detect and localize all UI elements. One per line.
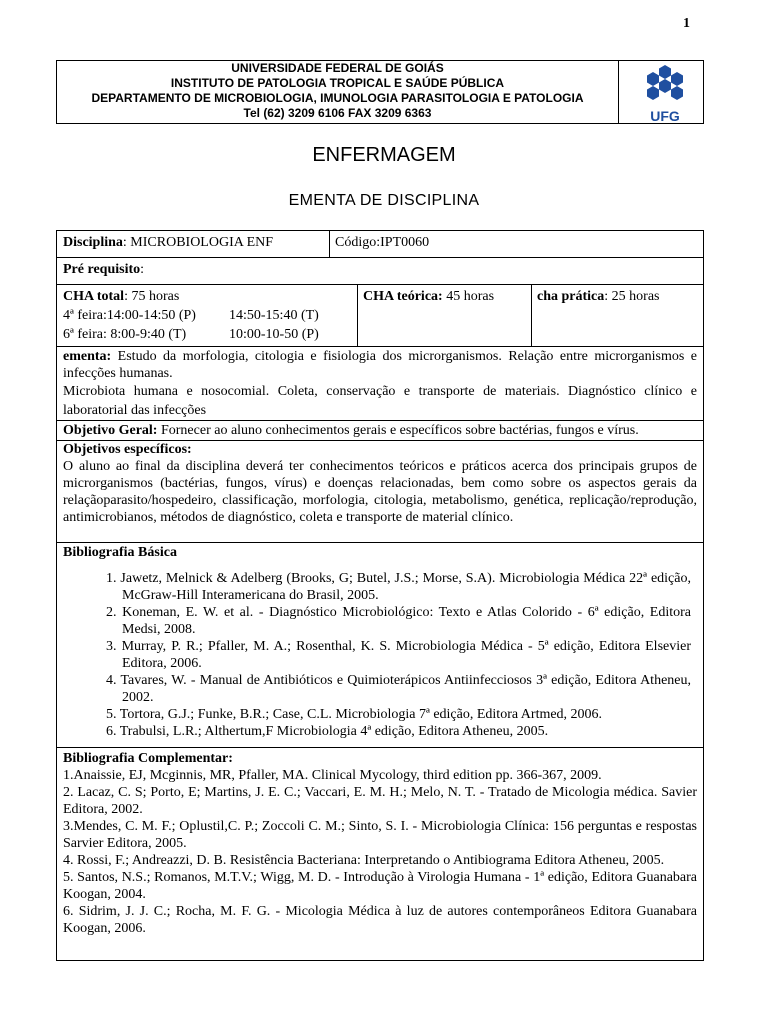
discipline-cell [57,231,329,254]
list-item: 1. Jawetz, Melnick & Adelberg (Brooks, G; Butel, J.S.; Morse, S.A). Microbiologia Médica 22ª edição, McGraw-Hill Interamericana do Brasil, 2005. [106,571,691,603]
cha-total-value: : 75 horas [124,289,180,304]
basic-bibliography-list [63,570,697,740]
basic-bibliography-label: Bibliografia Básica [63,545,177,560]
list-item: 2. Lacaz, C. S; Porto, E; Martins, J. E. C.; Vaccari, E. M. H.; Melo, N. T. - Tratado de Micologia médica. Savier Editora, 2002. [63,785,697,817]
complementary-bibliography-cell [57,748,703,939]
page-title: ENFERMAGEM [312,144,456,166]
specific-objectives-cell [57,441,703,526]
list-item: 4. Tavares, W. - Manual de Antibióticos e Quimioterápicos Antiinfecciosos 3ª edição, Editora Atheneu, 2002. [106,673,691,705]
ufg-logo-text: UFG [650,108,680,123]
list-item: 5. Tortora, G.J.; Funke, B.R.; Case, C.L. Microbiologia 7ª edição, Editora Artmed, 2006. [106,707,603,722]
code-label: Código [335,235,377,250]
specific-objectives-text: O aluno ao final da disciplina deverá ter conhecimentos teóricos e práticos acerca dos principais grupos de microrganismos (bactérias, fungos, vírus) e doenças relacionadas, bem como sobre os aspectos gerais da relaçãoparasito/hospedeiro, classificação, morfologia, citologia, metabolismo, genética, replicação/reprodução, antimicrobianos, métodos de diagnóstico, coleta e transporte de material clínico. [63,459,697,525]
specific-objectives-label: Objetivos específicos: [63,442,192,457]
ementa-label: ementa: [63,349,112,364]
general-objective-cell [57,421,703,440]
prerequisite-value: : [140,262,145,277]
general-objective-text: Fornecer ao aluno conhecimentos gerais e específicos sobre bactérias, fungos e vírus. [157,423,639,438]
code-value: :IPT0060 [376,235,430,250]
document-subtitle: EMENTA DE DISCIPLINA [288,192,480,209]
cha-total-cell [57,285,357,347]
institution-header [56,60,704,124]
cha-teorica-cell [357,285,531,309]
list-item: 5. Santos, N.S.; Romanos, M.T.V.; Wigg, M. D. - Introdução à Virologia Humana - 1ª edição, Editora Guanabara Koogan, 2004. [63,870,697,902]
schedule-2-time2: 10:00-10-50 (P) [229,327,319,342]
cha-teorica-label: CHA teórica: [363,289,443,304]
ementa-row [56,346,704,420]
discipline-label: Disciplina [63,235,123,250]
complementary-bibliography-label: Bibliografia Complementar: [63,751,233,766]
basic-bibliography-row [56,542,704,747]
schedule-1-time2: 14:50-15:40 (T) [229,308,319,323]
list-item: 1.Anaissie, EJ, Mcginnis, MR, Pfaller, MA. Clinical Mycology, third edition pp. 366-367, 2009. [63,768,602,783]
list-item: 3. Murray, P. R.; Pfaller, M. A.; Rosenthal, K. S. Microbiologia Médica - 5ª edição, Editora Elsevier Editora, 2006. [106,639,691,671]
schedule-2-day: 6ª feira: 8:00-9:40 (T) [63,327,187,342]
ufg-logo-icon [633,63,697,123]
list-item: 6. Sidrim, J. J. C.; Rocha, M. F. G. - Micologia Médica à luz de autores contemporâneos Editora Guanabara Koogan, 2006. [63,904,697,936]
prerequisite-label: Pré requisito [63,262,141,277]
cha-total-label: CHA total [63,289,125,304]
code-cell [329,231,703,254]
specific-objectives-row [56,440,704,542]
cha-pratica-cell [531,285,703,309]
header-text [57,61,619,123]
basic-bibliography-cell [57,543,703,741]
institute-name: INSTITUTO DE PATOLOGIA TROPICAL E SAÚDE PÚBLICA [170,76,505,90]
list-item: 4. Rossi, F.; Andreazzi, D. B. Resistência Bacteriana: Interpretando o Antibiograma Editora Atheneu, 2005. [63,853,665,868]
cha-pratica-value: : 25 horas [604,289,660,304]
prerequisite-cell [57,258,150,281]
schedule-1-day: 4ª feira:14:00-14:50 (P) [63,308,196,323]
workload-row [56,284,704,346]
list-item: 2. Koneman, E. W. et al. - Diagnóstico Microbiológico: Texto e Atlas Colorido - 6ª edição, Editora Medsi, 2008. [106,605,691,637]
ufg-logo [633,63,697,123]
general-objective-row [56,420,704,440]
discipline-value: : MICROBIOLOGIA ENF [122,235,274,250]
contact-line: Tel (62) 3209 6106 FAX 3209 6363 [243,106,432,120]
university-name: UNIVERSIDADE FEDERAL DE GOIÁS [231,61,444,75]
cha-teorica-value: 45 horas [442,289,495,304]
department-name: DEPARTAMENTO DE MICROBIOLOGIA, IMUNOLOGIA PARASITOLOGIA E PATOLOGIA [91,91,584,105]
page-number: 1 [683,16,690,31]
list-item: 6. Trabulsi, L.R.; Althertum,F Microbiologia 4ª edição, Editora Atheneu, 2005. [106,724,549,739]
general-objective-label: Objetivo Geral: [63,423,158,438]
discipline-row [56,230,704,257]
ementa-text-2: Microbiota humana e nosocomial. Coleta, conservação e transporte de materiais. Diagnóstico clínico e laboratorial das infecções [63,384,697,418]
cha-pratica-label: cha prática [537,289,605,304]
ementa-cell [57,347,703,421]
ementa-text-1: Estudo da morfologia, citologia e fisiologia dos microrganismos. Relação entre microrganismos e infecções humanas. [63,349,697,381]
complementary-bibliography-row [56,747,704,961]
prerequisite-row [56,257,704,284]
list-item: 3.Mendes, C. M. F.; Oplustil,C. P.; Zoccoli C. M.; Sinto, S. I. - Microbiologia Clínica: 156 perguntas e respostas Sarvier Editora, 2005. [63,819,697,851]
